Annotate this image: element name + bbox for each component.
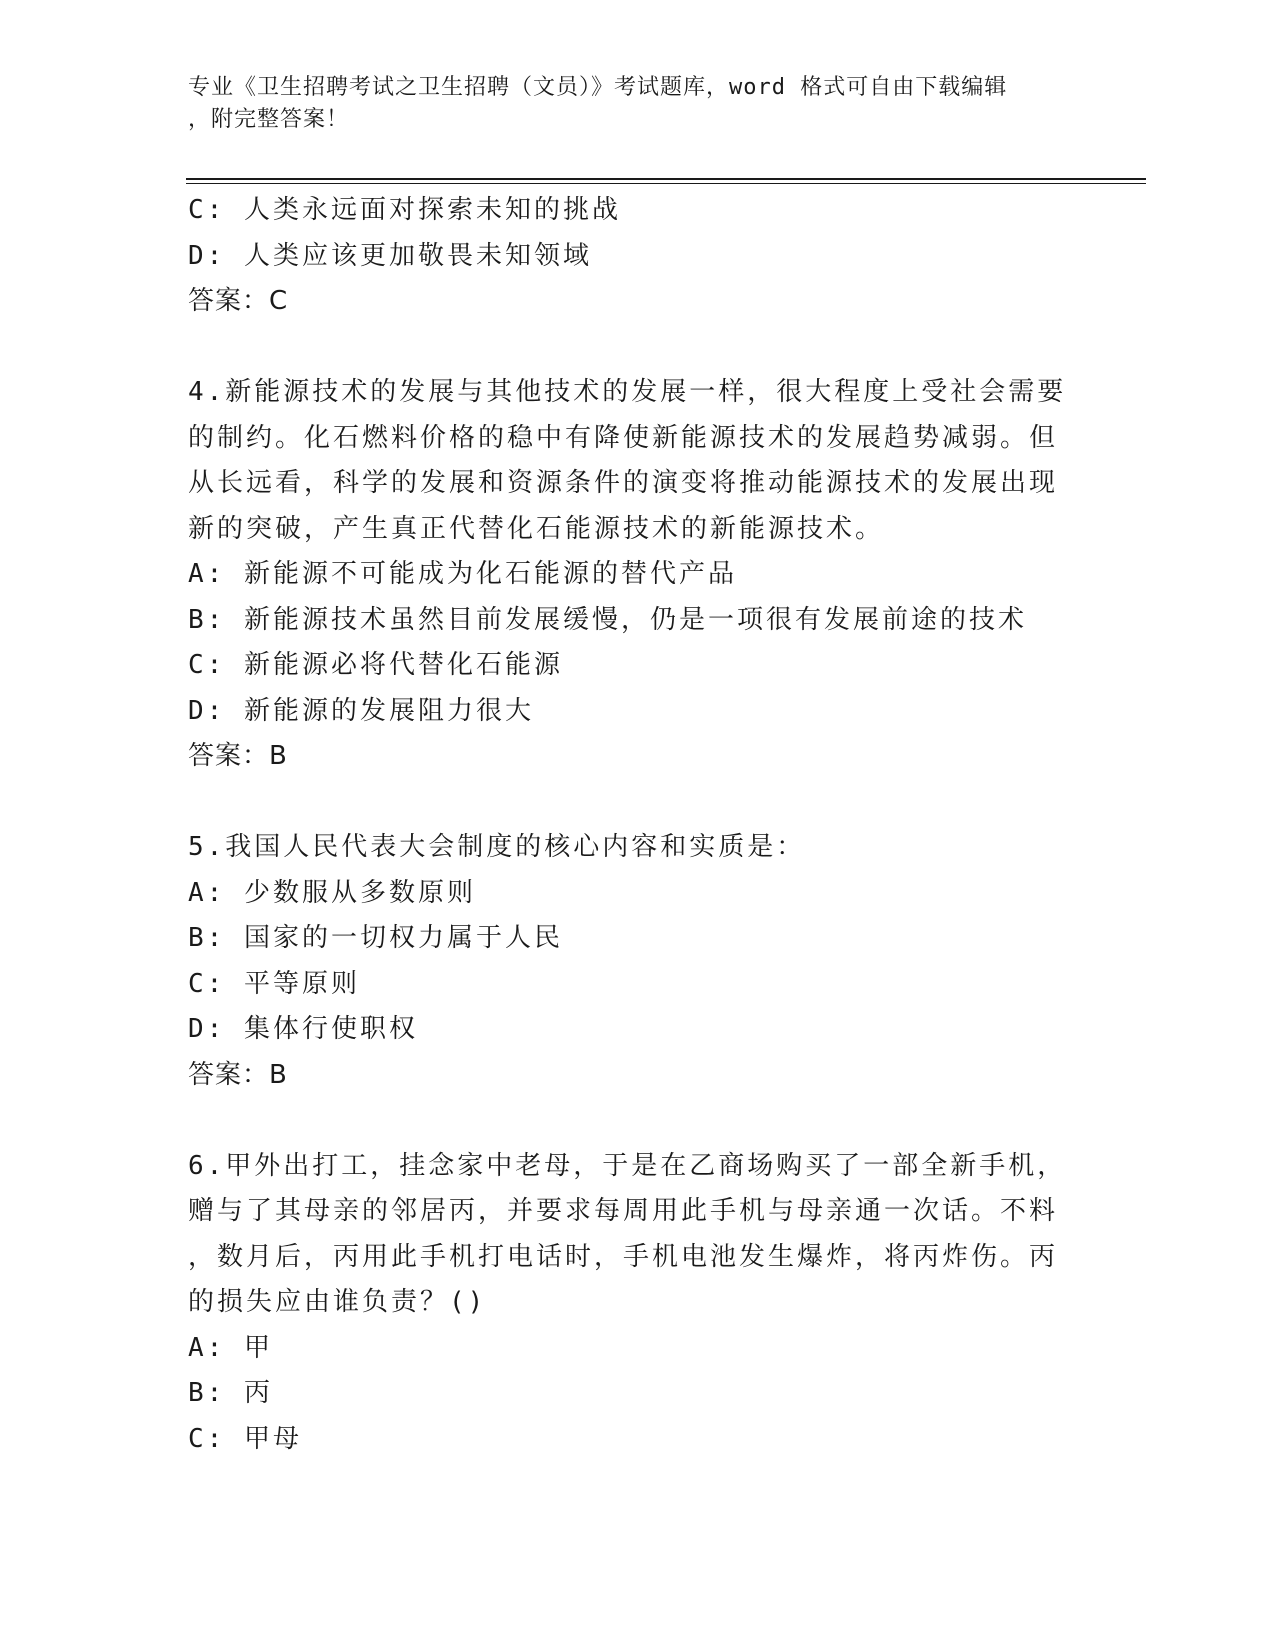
q4-option-c: C: 新能源必将代替化石能源 (188, 650, 563, 680)
question-4 (188, 370, 1068, 780)
q6-stem-line-4: 的损失应由谁负责？() (188, 1287, 487, 1317)
spacer (188, 780, 1068, 826)
q6-stem-line-3: ，数月后，丙用此手机打电话时，手机电池发生爆炸，将丙炸伤。丙 (188, 1241, 1059, 1272)
q6-option-c: C: 甲母 (188, 1423, 302, 1454)
q3-option-c: C: 人类永远面对探索未知的挑战 (188, 195, 621, 225)
header-line-1: 专业《卫生招聘考试之卫生招聘（文员）》考试题库，word 格式可自由下载编辑 (188, 75, 1008, 100)
q6-stem-line-2: 赠与了其母亲的邻居丙，并要求每周用此手机与母亲通一次话。不料 (188, 1196, 1059, 1226)
question-6 (188, 1144, 1068, 1463)
spacer (188, 1098, 1068, 1144)
q4-option-b: B: 新能源技术虽然目前发展缓慢，仍是一项很有发展前途的技术 (188, 604, 1027, 635)
q6-option-a: A: 甲 (188, 1332, 273, 1363)
q4-stem-line-1: 4.新能源技术的发展与其他技术的发展一样，很大程度上受社会需要 (188, 377, 1067, 407)
q4-stem-line-3: 从长远看，科学的发展和资源条件的演变将推动能源技术的发展出现 (188, 468, 1059, 498)
header-line-2: ，附完整答案！ (188, 107, 350, 132)
q4-answer: 答案：B (188, 741, 288, 771)
q4-option-a: A: 新能源不可能成为化石能源的替代产品 (188, 559, 737, 589)
q5-option-d: D: 集体行使职权 (188, 1014, 418, 1044)
q5-option-c: C: 平等原则 (188, 968, 360, 999)
q5-option-b: B: 国家的一切权力属于人民 (188, 923, 563, 953)
question-content (188, 188, 1068, 1462)
q3-answer: 答案：C (188, 286, 289, 316)
q4-stem-line-2: 的制约。化石燃料价格的稳中有降使新能源技术的发展趋势减弱。但 (188, 422, 1059, 453)
q4-option-d: D: 新能源的发展阻力很大 (188, 695, 534, 726)
q5-option-a: A: 少数服从多数原则 (188, 877, 476, 908)
q6-option-b: B: 丙 (188, 1378, 273, 1408)
spacer (188, 325, 1068, 371)
q5-stem: 5.我国人民代表大会制度的核心内容和实质是： (188, 832, 806, 862)
question-5 (188, 825, 1068, 1098)
question-3 (188, 188, 1068, 325)
document-header (188, 72, 1068, 136)
header-divider-thick (186, 178, 1146, 180)
q3-option-d: D: 人类应该更加敬畏未知领域 (188, 240, 592, 271)
header-divider-thin (186, 183, 1146, 184)
q6-stem-line-1: 6.甲外出打工，挂念家中老母，于是在乙商场购买了一部全新手机， (188, 1150, 1067, 1181)
q5-answer: 答案：B (188, 1059, 288, 1090)
q4-stem-line-4: 新的突破，产生真正代替化石能源技术的新能源技术。 (188, 513, 885, 544)
